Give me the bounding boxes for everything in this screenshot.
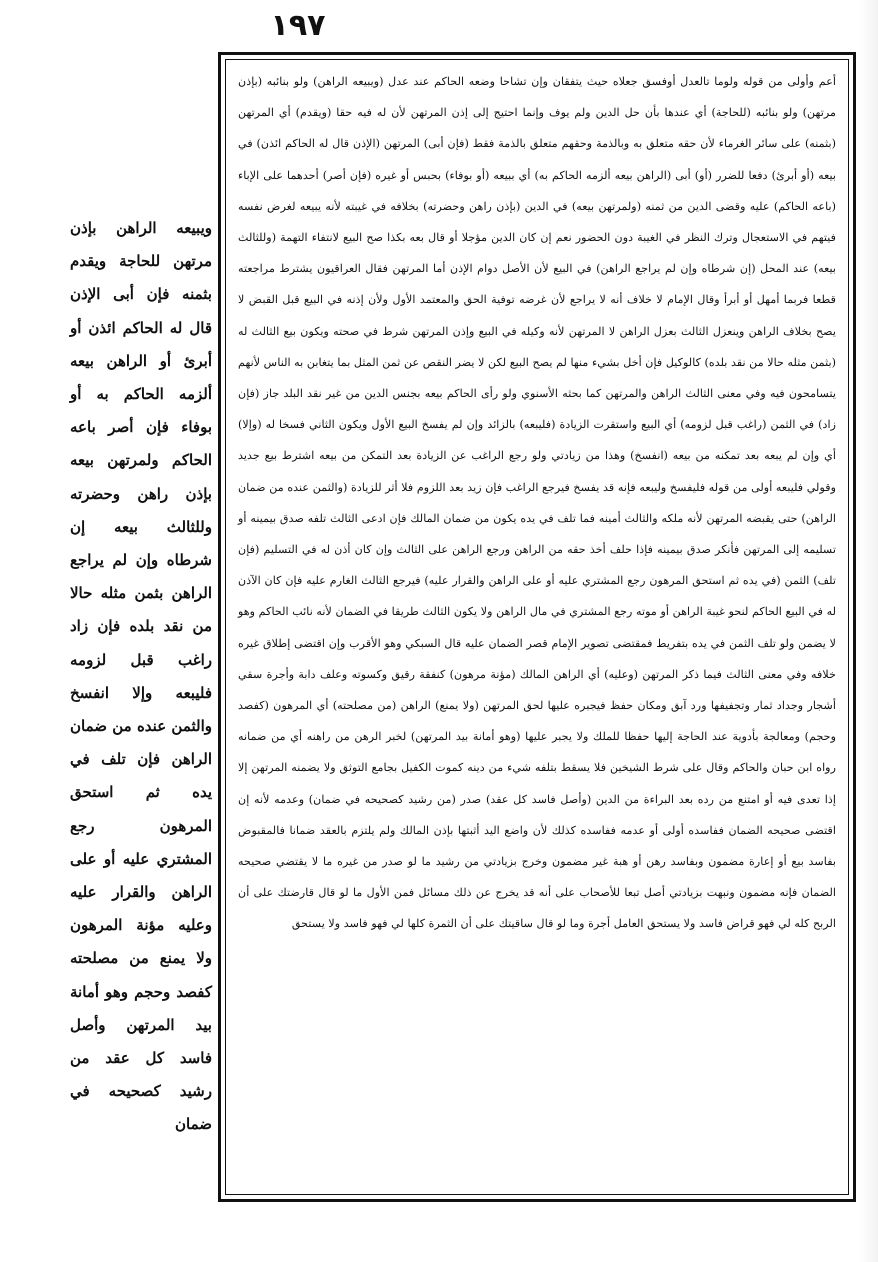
margin-matn-text xyxy=(70,212,212,1134)
main-commentary-text xyxy=(238,66,836,1188)
scan-edge-shadow xyxy=(858,0,878,1262)
page-number: ١٩٧ xyxy=(270,8,326,43)
main-text-inner-border xyxy=(225,59,849,1195)
main-text-frame xyxy=(218,52,856,1202)
margin-paragraph: ويبيعه الراهن بإذن مرتهن للحاجة ويقدم بثمنه فإن أبى الإذن قال له الحاكم ائذن أو أبرئ أو الراهن بيعه ألزمه الحاكم به أو بوفاء فإن أصر باعه الحاكم ولمرتهن بيعه بإذن راهن وحضرته وللثالث بيعه إن شرطاه وإن لم يراجع الراهن بثمن مثله حالا من نقد بلده فإن زاد راغب قبل لزومه فليبعه وإلا انفسخ والثمن عنده من ضمان الراهن فإن تلف في يده ثم استحق المرهون رجع المشتري عليه أو على الراهن والقرار عليه وعليه مؤنة المرهون ولا يمنع من مصلحته كفصد وحجم وهو أمانة بيد المرتهن وأصل فاسد كل عقد من رشيد كصحيحه في ضمان xyxy=(70,219,212,1134)
main-paragraph: أعم وأولى من قوله ولوما تالعدل أوفسق جعلاه حيث يتفقان وإن تشاحا وضعه الحاكم عند عدل (ويبيعه الراهن) ولو بنائبه (بإذن مرتهن) ولو بنائبه (للحاجة) أي عندها بأن حل الدين ولم يوف وإنما احتيج إلى إذن المرتهن لأن له فيه حقا (ويقدم) أي المرتهن (بثمنه) على سائر الغرماء لأن حقه متعلق به وبالذمة وحقهم متعلق بالذمة فقط (فإن أبى) المرتهن (الإذن قال له الحاكم ائذن) في بيعه (أو أبرئ) دفعا للضرر (أو) أبى (الراهن بيعه ألزمه الحاكم به) أي ببيعه (أو بوفاء) بحبس أو غيره (فإن أصر) أحدهما على الإباء (باعه الحاكم) عليه وقضى الدين من ثمنه (ولمرتهن بيعه) في الدين (بإذن راهن وحضرته) بخلافه في غيبته لأنه يبيعه لغرض نفسه فيتهم في الاستعجال وترك النظر في الغيبة دون الحضور نعم إن كان الدين مؤجلا أو قال بعه بكذا صح البيع لانتفاء التهمة (وللثالث بيعه) عند المحل (إن شرطاه وإن لم يراجع الراهن) في البيع لأن الأصل دوام الإذن أما المرتهن فقال العراقيون يشترط مراجعته قطعا فربما أمهل أو أبرأ وقال الإمام لا خلاف أنه لا يراجع لأن غرضه توفية الحق والمعتمد الأول ولأن إذنه في البيع قبل القبض لا يصح بخلاف الراهن وينعزل الثالث بعزل الراهن لا المرتهن لأنه وكيله في البيع وإذن المرتهن شرط في صحته ويكون بيع الثالث له (بثمن مثله حالا من نقد بلده) كالوكيل فإن أخل بشيء منها لم يصح البيع لكن لا يضر النقص عن ثمن المثل بما يتغابن به الناس لأنهم يتسامحون فيه وفي معنى الثالث الراهن والمرتهن كما بحثه الأسنوي ولو رأى الحاكم بيعه بجنس الدين من غير نقد البلد جاز (فإن زاد) في الثمن (راغب قبل لزومه) أي البيع واستقرت الزيادة (فليبعه) بالزائد وإن لم يفسخ البيع الأول ويكون الثاني فسخا له (وإلا) أي وإن لم يبعه بعد تمكنه من بيعه (انفسخ) وهذا من زيادتي ولو رجع الراغب عن الزيادة بعد التمكن من بيعه اشترط بيع جديد وقولي فليبعه أولى من قوله فليفسخ وليبعه فإنه قد يفسخ فيرجع الراغب فإن زيد بعد اللزوم فلا أثر للزيادة (والثمن عنده من ضمان الراهن) حتى يقبضه المرتهن لأنه ملكه والثالث أمينه فما تلف في يده يكون من ضمان المالك فإن ادعى الثالث تلفه صدق بيمينه أو تسليمه إلى المرتهن فأنكر صدق بيمينه فإذا حلف أخذ حقه من الراهن ورجع الراهن على الثالث وإن كان أذن له في التسليم (فإن تلف) الثمن (في يده ثم استحق المرهون رجع المشتري عليه أو على الراهن والقرار عليه) فيرجع الثالث الغارم عليه فإن كان الآذن له في البيع الحاكم لنحو غيبة الراهن أو موته رجع المشتري في مال الراهن ولا يكون الثالث طريقا في الضمان لأنه نائب الحاكم وهو لا يضمن ولو تلف الثمن في يده بتفريط فمقتضى تصوير الإمام قصر الضمان عليه قال السبكي وهو الأقرب وإن اقتضى إطلاق غيره خلافه وفي معنى الثالث فيما ذكر المرتهن (وعليه) أي الراهن المالك (مؤنة مرهون) كنفقة رقيق وكسوته وعلف دابة وأجرة سقي أشجار وجداد ثمار وتجفيفها ورد آبق ومكان حفظ فيجبره عليها لحق المرتهن (ولا يمنع) الراهن (من مصلحته) أي المرهون (كفصد وحجم) ومعالجة بأدوية عند الحاجة إليها حفظا للملك ولا يجبر عليها (وهو أمانة بيد المرتهن) لخبر الرهن من راهنه أي من ضمانه رواه ابن حبان والحاكم وقال على شرط الشيخين فلا يسقط بتلفه شيء من دينه كموت الكفيل بجامع التوثق ولا يضمنه المرتهن إلا إذا تعدى فيه أو امتنع من رده بعد البراءة من الدين (وأصل فاسد كل عقد) صدر (من رشيد كصحيحه في ضمان) وعدمه لأنه إن اقتضى صحيحه الضمان ففاسده أولى أو عدمه ففاسده كذلك لأن واضع اليد أثبتها بإذن المالك ولم يلتزم بالعقد ضمانا فالمقبوض بفاسد بيع أو إعارة مضمون وبفاسد رهن أو هبة غير مضمون وخرج بزيادتي من رشيد ما لو صدر من غيره ما لا يقتضي صحيحه الضمان فإنه مضمون ونبهت بزيادتي أصل تبعا للأصحاب على أنه قد يخرج عن ذلك مسائل فمن الأول ما لو قال قارضتك على أن الربح كله لي فهو قراض فاسد ولا يستحق العامل أجرة وما لو قال ساقيتك على أن الثمرة كلها لي فهو فاسد ولا يستحق xyxy=(238,75,836,931)
